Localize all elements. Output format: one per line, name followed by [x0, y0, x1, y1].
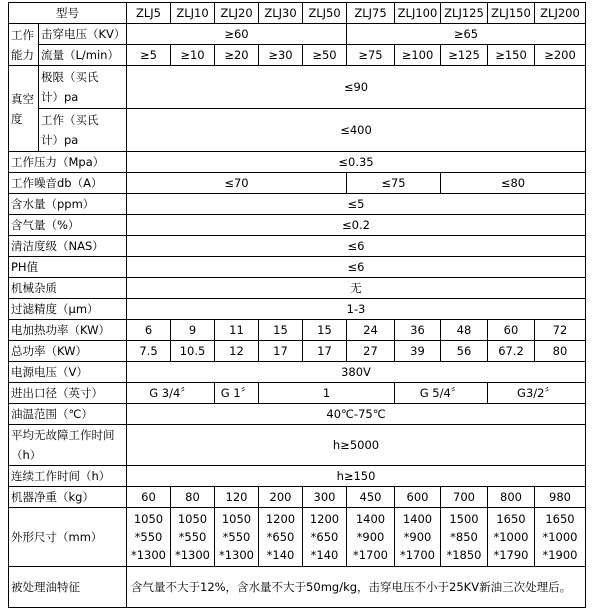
model-cell: ZLJ30	[259, 3, 303, 24]
heater-cell: 15	[303, 320, 347, 341]
weight-cell: 80	[171, 487, 215, 508]
cleanliness-row	[9, 236, 586, 257]
total-power-label: 总功率（KW）	[9, 341, 127, 362]
model-cell: ZLJ20	[215, 3, 259, 24]
weight-cell: 800	[488, 487, 535, 508]
header-row	[9, 3, 586, 24]
heater-cell: 6	[127, 320, 171, 341]
gas-label: 含气量（%）	[9, 215, 127, 236]
vacuum-group-label: 真空 度	[9, 66, 39, 152]
model-cell: ZLJ200	[535, 3, 586, 24]
vacuum-work-value: ≤400	[127, 109, 586, 152]
dimensions-cell: 1400 *900 *1700	[347, 508, 395, 567]
ph-label: PH值	[9, 257, 127, 278]
impurity-label: 机械杂质	[9, 278, 127, 299]
oil-temp-label: 油温范围（℃）	[9, 404, 127, 425]
heater-cell: 72	[535, 320, 586, 341]
noise-value: ≤80	[441, 173, 586, 194]
treated-oil-row	[9, 567, 586, 608]
breakdown-low-value: ≥60	[127, 24, 347, 45]
impurity-value: 无	[127, 278, 586, 299]
noise-row	[9, 173, 586, 194]
noise-value: ≤70	[127, 173, 347, 194]
gas-value: ≤0.2	[127, 215, 586, 236]
heater-cell: 48	[441, 320, 488, 341]
dimensions-cell: 1200 *650 *140	[303, 508, 347, 567]
heater-cell: 11	[215, 320, 259, 341]
continuous-value: h≥150	[127, 466, 586, 487]
model-cell: ZLJ150	[488, 3, 535, 24]
capacity-group-label: 工作 能力	[9, 24, 39, 66]
pressure-row	[9, 152, 586, 173]
flow-label: 流量（L/min）	[39, 45, 127, 66]
dimensions-cell: 1200 *650 *140	[259, 508, 303, 567]
flow-cell: ≥125	[441, 45, 488, 66]
mtbf-label: 平均无故障工作时间 （h）	[9, 425, 127, 466]
port-value: G 1〞	[215, 383, 259, 404]
total-power-cell: 39	[395, 341, 441, 362]
weight-cell: 120	[215, 487, 259, 508]
port-value: G 3/4〞	[127, 383, 215, 404]
model-cell: ZLJ125	[441, 3, 488, 24]
flow-cell: ≥200	[535, 45, 586, 66]
weight-cell: 200	[259, 487, 303, 508]
model-header: 型号	[9, 3, 127, 24]
weight-cell: 600	[395, 487, 441, 508]
heater-cell: 60	[488, 320, 535, 341]
dimensions-cell: 1050 *550 *1300	[171, 508, 215, 567]
breakdown-label: 击穿电压（KV）	[39, 24, 127, 45]
vacuum-work-label: 工作（买氏 计）pa	[39, 109, 127, 152]
voltage-label: 电源电压（V）	[9, 362, 127, 383]
breakdown-row	[9, 24, 586, 45]
heater-label: 电加热功率（KW）	[9, 320, 127, 341]
model-cell: ZLJ75	[347, 3, 395, 24]
port-row	[9, 383, 586, 404]
port-value: G 5/4〞	[395, 383, 488, 404]
vacuum-limit-value: ≤90	[127, 66, 586, 109]
weight-cell: 300	[303, 487, 347, 508]
dimensions-cell: 1500 *850 *1850	[441, 508, 488, 567]
ph-value: ≤6	[127, 257, 586, 278]
total-power-cell: 12	[215, 341, 259, 362]
mtbf-row	[9, 425, 586, 466]
cleanliness-label: 清洁度级（NAS）	[9, 236, 127, 257]
total-power-cell: 56	[441, 341, 488, 362]
model-cell: ZLJ10	[171, 3, 215, 24]
pressure-label: 工作压力（Mpa）	[9, 152, 127, 173]
flow-cell: ≥50	[303, 45, 347, 66]
port-value: 1	[259, 383, 395, 404]
total-power-cell: 67.2	[488, 341, 535, 362]
total-power-cell: 80	[535, 341, 586, 362]
weight-cell: 700	[441, 487, 488, 508]
flow-cell: ≥150	[488, 45, 535, 66]
flow-cell: ≥20	[215, 45, 259, 66]
dimensions-cell: 1650 *1000 *1790	[488, 508, 535, 567]
noise-value: ≤75	[347, 173, 441, 194]
total-power-cell: 17	[259, 341, 303, 362]
continuous-label: 连续工作时间（h）	[9, 466, 127, 487]
precision-label: 过滤精度（μm）	[9, 299, 127, 320]
flow-row	[9, 45, 586, 66]
weight-label: 机器净重（kg）	[9, 487, 127, 508]
voltage-row	[9, 362, 586, 383]
weight-cell: 980	[535, 487, 586, 508]
weight-row	[9, 487, 586, 508]
vacuum-limit-label: 极限（买氏 计）pa	[39, 66, 127, 109]
total-power-cell: 27	[347, 341, 395, 362]
flow-cell: ≥75	[347, 45, 395, 66]
oil-temp-row	[9, 404, 586, 425]
vacuum-limit-row	[9, 66, 586, 109]
water-row	[9, 194, 586, 215]
heater-cell: 24	[347, 320, 395, 341]
oil-temp-value: 40℃-75℃	[127, 404, 586, 425]
mtbf-value: h≥5000	[127, 425, 586, 466]
dimensions-row	[9, 508, 586, 567]
flow-cell: ≥100	[395, 45, 441, 66]
gas-row	[9, 215, 586, 236]
pressure-value: ≤0.35	[127, 152, 586, 173]
flow-cell: ≥5	[127, 45, 171, 66]
dimensions-cell: 1050 *550 *1300	[127, 508, 171, 567]
total-power-cell: 7.5	[127, 341, 171, 362]
breakdown-high-value: ≥65	[347, 24, 586, 45]
continuous-row	[9, 466, 586, 487]
treated-oil-value: 含气量不大于12%，含水量不大于50mg/kg，击穿电压不小于25KV新油三次处理后。	[127, 567, 586, 608]
impurity-row	[9, 278, 586, 299]
spec-table-wrapper	[8, 2, 586, 608]
water-label: 含水量（ppm）	[9, 194, 127, 215]
water-value: ≤5	[127, 194, 586, 215]
weight-cell: 60	[127, 487, 171, 508]
noise-label: 工作噪音db（A）	[9, 173, 127, 194]
port-label: 进出口径（英寸）	[9, 383, 127, 404]
treated-oil-label: 被处理油特征	[9, 567, 127, 608]
flow-cell: ≥10	[171, 45, 215, 66]
dimensions-label: 外形尺寸（mm）	[9, 508, 127, 567]
spec-table	[8, 2, 586, 608]
weight-cell: 450	[347, 487, 395, 508]
voltage-value: 380V	[127, 362, 586, 383]
heater-cell: 36	[395, 320, 441, 341]
total-power-cell: 17	[303, 341, 347, 362]
total-power-cell: 10.5	[171, 341, 215, 362]
dimensions-cell: 1400 *900 *1700	[395, 508, 441, 567]
total-power-row	[9, 341, 586, 362]
flow-cell: ≥30	[259, 45, 303, 66]
precision-row	[9, 299, 586, 320]
model-cell: ZLJ100	[395, 3, 441, 24]
ph-row	[9, 257, 586, 278]
cleanliness-value: ≤6	[127, 236, 586, 257]
model-cell: ZLJ50	[303, 3, 347, 24]
heater-cell: 15	[259, 320, 303, 341]
heater-cell: 9	[171, 320, 215, 341]
dimensions-cell: 1650 *1000 *1900	[535, 508, 586, 567]
vacuum-work-row	[9, 109, 586, 152]
dimensions-cell: 1050 *550 *1300	[215, 508, 259, 567]
precision-value: 1-3	[127, 299, 586, 320]
heater-row	[9, 320, 586, 341]
model-cell: ZLJ5	[127, 3, 171, 24]
port-value: G3/2〞	[488, 383, 586, 404]
